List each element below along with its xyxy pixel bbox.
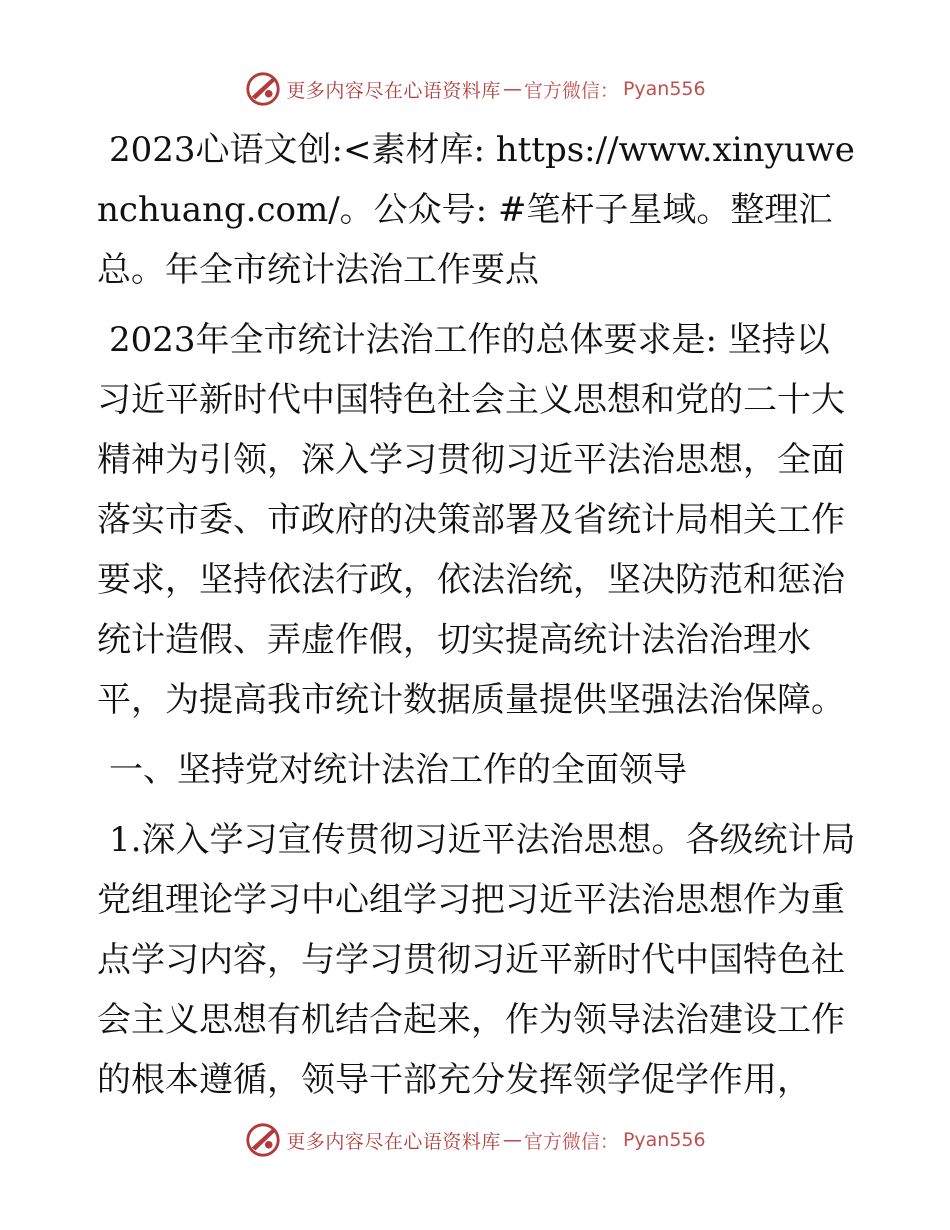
header-watermark	[0, 70, 950, 108]
paragraph-intro: 2023心语文创:<素材库: https://www.xinyuwenchuang.com/。公众号: #笔杆子星域。整理汇总。年全市统计法治工作要点	[97, 130, 855, 290]
watermark-text: 更多内容尽在心语资料库	[286, 1130, 501, 1153]
paragraph-item-1: 1.深入学习宣传贯彻习近平法治思想。各级统计局党组理论学习中心组学习把习近平法治思想作为重点学习内容，与学习贯彻习近平新时代中国特色社会主义思想有机结合起来，作为领导法治建设工作的根本遵循，领导干部充分发挥领学促学作用，	[97, 820, 856, 1100]
watermark-separator: —	[502, 1129, 522, 1151]
footer-watermark	[0, 1121, 950, 1159]
section-heading-1: 一、坚持党对统计法治工作的全面领导	[109, 750, 687, 790]
watermark-text: 更多内容尽在心语资料库	[286, 79, 501, 102]
paragraph-general-requirements: 2023年全市统计法治工作的总体要求是: 坚持以习近平新时代中国特色社会主义思想和党的二十大精神为引领，深入学习贯彻习近平法治思想，全面落实市委、市政府的决策部署及省统计局相关工作要求，坚持依法行政，依法治统，坚决防范和惩治统计造假、弄虚作假，切实提高统计法治治理水平，为提高我市统计数据质量提供坚强法治保障。	[97, 320, 845, 720]
document-body	[97, 120, 857, 1120]
watermark-wechat-id: Pyan556	[622, 1129, 706, 1151]
watermark-wechat-label: 官方微信：	[523, 79, 619, 102]
watermark-separator: —	[502, 78, 522, 100]
watermark-wechat-id: Pyan556	[622, 78, 706, 100]
brand-logo-icon	[244, 1121, 282, 1159]
brand-logo-icon	[244, 70, 282, 108]
watermark-wechat-label: 官方微信：	[523, 1130, 619, 1153]
